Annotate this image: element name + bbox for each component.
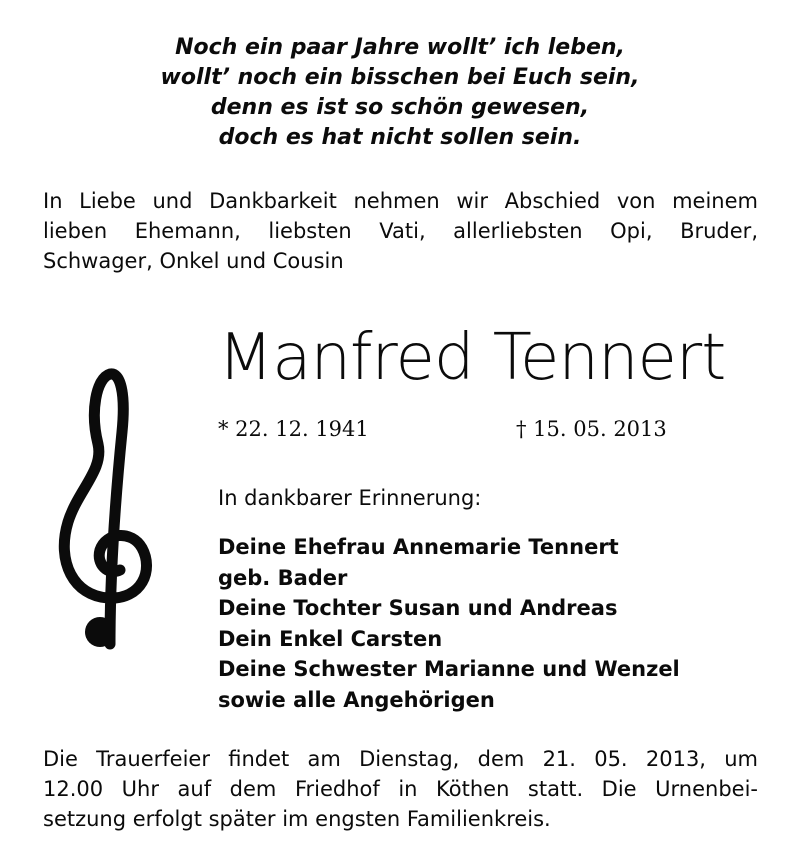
mourner-line: geb. Bader bbox=[218, 565, 348, 590]
treble-clef-icon bbox=[40, 362, 170, 662]
service-line: setzung erfolgt später im engsten Familienkreis. bbox=[43, 807, 551, 831]
mourner-line: sowie alle Angehörigen bbox=[218, 687, 495, 712]
mourner-line: Deine Ehefrau Annemarie Tennert bbox=[218, 535, 619, 559]
remembrance-heading: In dankbarer Erinnerung: bbox=[218, 486, 482, 510]
poem-line: denn es ist so schön gewesen, bbox=[210, 95, 590, 120]
deceased-name: Manfred Tennert bbox=[218, 321, 726, 395]
service-line: 12.00 Uhr auf dem Friedhof in Köthen statt. Die Urnenbei- bbox=[43, 777, 758, 801]
farewell-line: Schwager, Onkel und Cousin bbox=[43, 249, 344, 273]
mourners-list bbox=[218, 532, 680, 715]
memorial-poem bbox=[0, 33, 800, 153]
mourner-line: Deine Tochter Susan und Andreas bbox=[218, 596, 618, 620]
funeral-service-info bbox=[43, 744, 758, 834]
death-date: † 15. 05. 2013 bbox=[516, 417, 667, 441]
poem-line: wollt’ noch ein bisschen bei Euch sein, bbox=[160, 65, 640, 90]
birth-date: * 22. 12. 1941 bbox=[218, 417, 369, 441]
poem-line: Noch ein paar Jahre wollt’ ich leben, bbox=[175, 35, 625, 60]
mourner-line: Deine Schwester Marianne und Wenzel bbox=[218, 657, 680, 681]
poem-line: doch es hat nicht sollen sein. bbox=[218, 125, 582, 150]
farewell-line: lieben Ehemann, liebsten Vati, allerliebsten Opi, Bruder, bbox=[43, 219, 758, 243]
mourner-line: Dein Enkel Carsten bbox=[218, 626, 443, 651]
service-line: Die Trauerfeier findet am Dienstag, dem 21. 05. 2013, um bbox=[43, 747, 758, 771]
farewell-line: In Liebe und Dankbarkeit nehmen wir Abschied von meinem bbox=[43, 189, 758, 213]
farewell-text bbox=[43, 186, 758, 276]
